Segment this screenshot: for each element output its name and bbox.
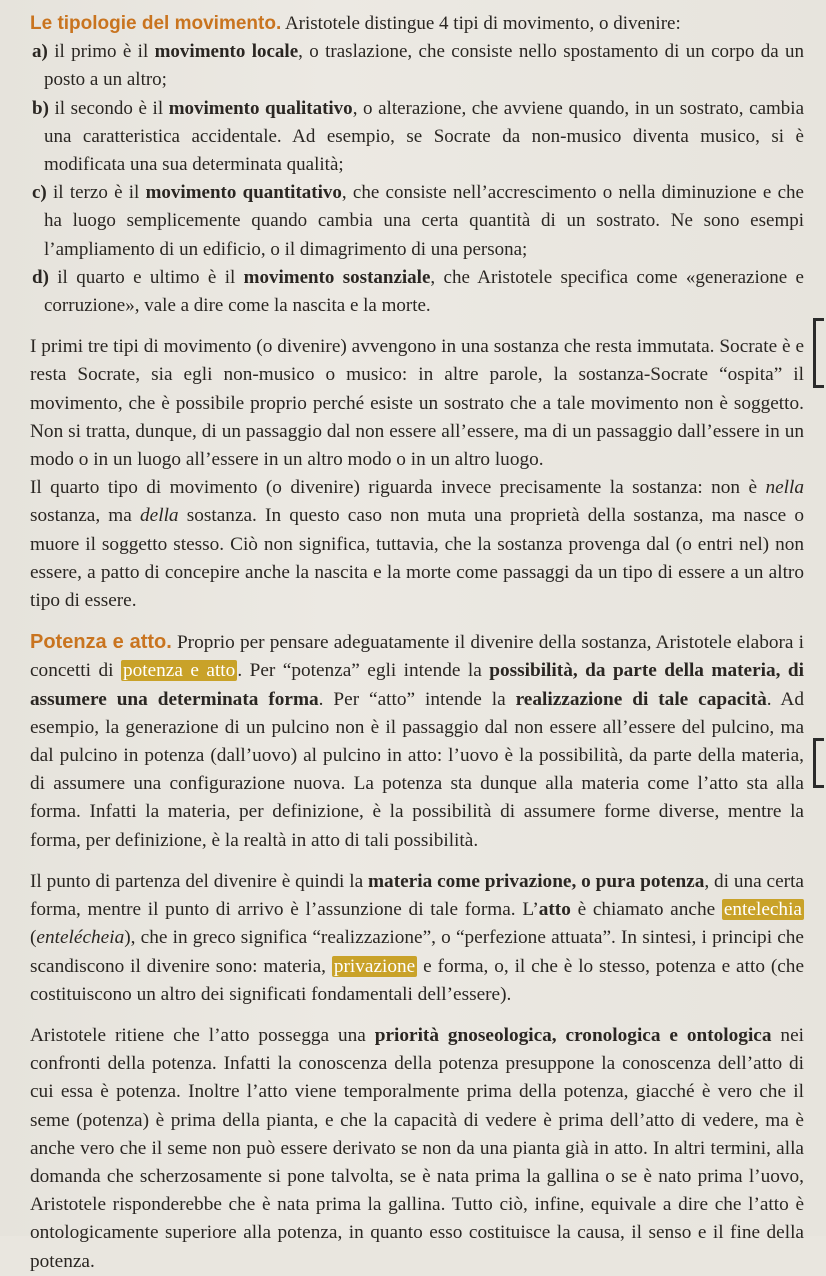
highlight-entelechia: entelechia [723, 899, 802, 921]
list-item: d) il quarto e ultimo è il movimento sostanziale, che Aristotele specifica come «generazione e corruzione», vale a dire come la nascita e la morte. [32, 266, 804, 317]
margin-bracket-mark [813, 318, 824, 388]
margin-bracket-mark [813, 738, 824, 788]
paragraph-first-three-types: I primi tre tipi di movimento (o divenire) avvengono in una sostanza che resta immutata. Socrate è e resta Socrate, sia egli non-musico o musico: in altre parole, la sostanza-Socrate “ospita” il movimento, che è possibile proprio perché esiste un sostrato che a tale movimento non è soggetto. Non si tratta, dunque, di un passaggio dal non essere all’essere, ma di un passaggio dall’essere in un modo o in un luogo all’essere in un altro modo o in un altro luogo. [30, 336, 804, 471]
intro-line: Le tipologie del movimento. Aristotele distingue 4 tipi di movimento, o divenire: [30, 13, 681, 34]
paragraph-materia-privazione: Il punto di partenza del divenire è quindi la materia come privazione, o pura potenza, di una certa forma, mentre il punto di arrivo è l’assunzione di tale forma. L’atto è chiamato anche entelechia (entelécheia), che in greco significa “realizzazione”, o “perfezione attuata”. In sintesi, i principi che scandiscono il divenire sono: materia, privazione e forma, o, il che è lo stesso, potenza e atto (che costituiscono un altro dei significati fondamentali dell’essere). [30, 870, 804, 1005]
highlight-privazione: privazione [333, 955, 416, 977]
section-title-tipologie: Le tipologie del movimento. [30, 13, 282, 34]
list-item: a) il primo è il movimento locale, o traslazione, che consiste nello spostamento di un corpo da un posto a un altro; [32, 41, 805, 91]
paragraph-priorita-atto: Aristotele ritiene che l’atto possegga una priorità gnoseologica, cronologica e ontologica nei confronti della potenza. Infatti la conoscenza della potenza presuppone la conoscenza dell’atto di cui essa è potenza. Inoltre l’atto viene temporalmente prima della potenza, giacché è vero che il seme (potenza) è prima della pianta, e che la capacità di vedere è prima dell’atto di vedere, ma è anche vero che il seme non può essere derivato se non da una pianta già in atto. In altri termini, alla domanda che scherzosamente si pone talvolta, se è nata prima la gallina o se è nato prima l’uovo, Aristotele risponderebbe che è nata prima la gallina. Tutto ciò, infine, equivale a dire che l’atto è ontologicamente superiore alla potenza, in quanto esso costituisce la causa, il senso e il fine della potenza. [30, 1024, 804, 1272]
highlight-potenza-atto: potenza e atto [122, 660, 236, 682]
list-item: c) il terzo è il movimento quantitativo, che consiste nell’accrescimento o nella diminuzione e che ha luogo semplicemente quando cambia una certa quantità di un sostrato. Ne sono esempi l’ampliamento di un edificio, o il dimagrimento di una persona; [32, 182, 804, 260]
paragraph-potenza-atto: Potenza e atto. Proprio per pensare adeguatamente il divenire della sostanza, Aristotele elabora i concetti di potenza e atto . Per “potenza” egli intende la possibilità, da parte della materia, di assumere una determinata forma. Per “atto” intende la realizzazione di tale capacità. Ad esempio, la generazione di un pulcino non è il passaggio dal non essere all’essere del pulcino, ma dal pulcino in potenza (dall’uovo) al pulcino in atto: l’uovo è la possibilità, da parte della materia, di assumere una configurazione nuova. La potenza sta dunque alla materia come l’atto sta alla forma. Infatti la materia, per definizione, è la possibilità di assumere forme diverse, mentre la forma, per definizione, è la realtà in atto di tali possibilità. [30, 631, 804, 851]
movement-list [30, 38, 804, 320]
paragraph-fourth-type: Il quarto tipo di movimento (o divenire) riguarda invece precisamente la sostanza: non è nella sostanza, ma della sostanza. In questo caso non muta una proprietà della sostanza, ma nasce o muore il soggetto stesso. Ciò non significa, tuttavia, che la sostanza provenga dal (o entri nel) non essere, a patto di concepire anche la nascita e la morte come passaggi da un tipo di essere a un altro tipo di essere. [30, 477, 804, 612]
list-item: b) il secondo è il movimento qualitativo, o alterazione, che avviene quando, in un sostrato, cambia una caratteristica accidentale. Ad esempio, se Socrate da non-musico diventa musico, si è modificata una sua determinata qualità; [32, 97, 804, 176]
section-title-potenza-atto: Potenza e atto. [30, 631, 172, 654]
